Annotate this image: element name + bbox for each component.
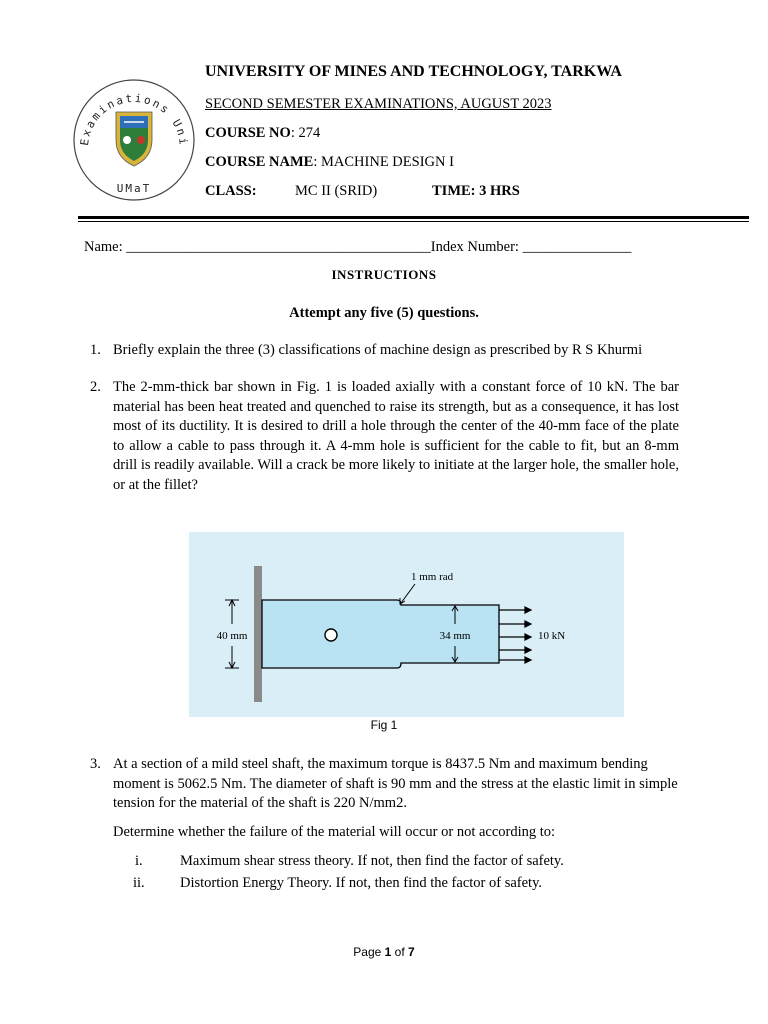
course-name [205, 153, 454, 171]
subitem-ii-label: ii. [133, 875, 145, 891]
umat-logo [72, 78, 196, 202]
instructions-heading: INSTRUCTIONS [331, 267, 437, 281]
wall-support [254, 566, 262, 702]
student-info-line [84, 239, 631, 256]
width-label-34: 34 mm [439, 630, 471, 642]
subitem-i-text: Maximum shear stress theory. If not, then find the factor of safety. [180, 853, 564, 869]
page-total: 7 [408, 945, 415, 959]
figure-1 [189, 532, 624, 717]
question-3-text: At a section of a mild steel shaft, the maximum torque is 8437.5 Nm and maximum bending moment is 5062.5 Nm. The diameter of shaft is 90 mm and the stress at the elastic limit in simple tension for the material of the shaft is 220 N/mm2. [113, 756, 678, 812]
course-name-value: : MACHINE DESIGN I [313, 154, 454, 170]
of-word: of [394, 945, 405, 959]
question-3-number: 3. [90, 756, 101, 772]
fillet-leader [400, 584, 415, 604]
drilled-hole [325, 629, 337, 641]
semester-line: SECOND SEMESTER EXAMINATIONS, AUGUST 2023 [205, 96, 552, 112]
attempt-instruction: Attempt any five (5) questions. [289, 305, 479, 321]
width-label-40: 40 mm [216, 630, 248, 642]
force-arrows [499, 607, 531, 663]
page-number: 1 [384, 945, 392, 959]
question-1-number: 1. [90, 342, 101, 358]
bar-diagram [189, 532, 624, 717]
index-field[interactable]: _______________ [522, 239, 632, 255]
question-2-text: The 2-mm-thick bar shown in Fig. 1 is loaded axially with a constant force of 10 kN. The bar material has been heat treated and quenched to raise its strength, but as a consequence, it has lost most of its ductility. It is desired to drill a hole through the center of the 40-mm face of the plate to allow a cable to pass through it. A 4-mm hole is sufficient for the cable to fit, but an 8-mm drill is readily available. Will a crack be more likely to initiate at the larger hole, the smaller hole, or at the fillet? [113, 379, 679, 493]
force-label: 10 kN [538, 630, 566, 642]
figure-caption: Fig 1 [370, 718, 398, 732]
page-word: Page [353, 945, 382, 959]
fillet-label: 1 mm rad [411, 571, 454, 583]
seal-bottom-text: UMaT [116, 182, 152, 195]
question-2-number: 2. [90, 379, 101, 395]
class-label: CLASS: [205, 183, 257, 199]
name-field[interactable]: __________________________________________ [126, 239, 431, 255]
umat-seal [72, 78, 196, 202]
course-number [205, 124, 320, 142]
subitem-i-label: i. [135, 853, 143, 869]
question-3-prompt: Determine whether the failure of the material will occur or not according to: [113, 824, 556, 840]
name-label: Name: [84, 239, 123, 255]
index-label: Index Number: [430, 239, 519, 255]
seal-ring-text: Examinations Uni [77, 91, 191, 148]
course-no-label: COURSE NO [205, 125, 291, 141]
course-name-label: COURSE NAME [205, 154, 314, 170]
time-label: TIME: 3 HRS [432, 183, 520, 199]
header-divider-thick [78, 216, 749, 219]
question-1-text: Briefly explain the three (3) classifications of machine design as prescribed by R S Khurmi [113, 342, 643, 358]
class-value: MC II (SRID) [295, 183, 378, 199]
class-line [205, 182, 520, 200]
page-footer [0, 945, 768, 959]
header-divider-thin [78, 221, 749, 222]
course-no-value: : 274 [290, 125, 321, 141]
subitem-ii-text: Distortion Energy Theory. If not, then find the factor of safety. [180, 875, 542, 891]
university-title: UNIVERSITY OF MINES AND TECHNOLOGY, TARKWA [205, 63, 622, 80]
